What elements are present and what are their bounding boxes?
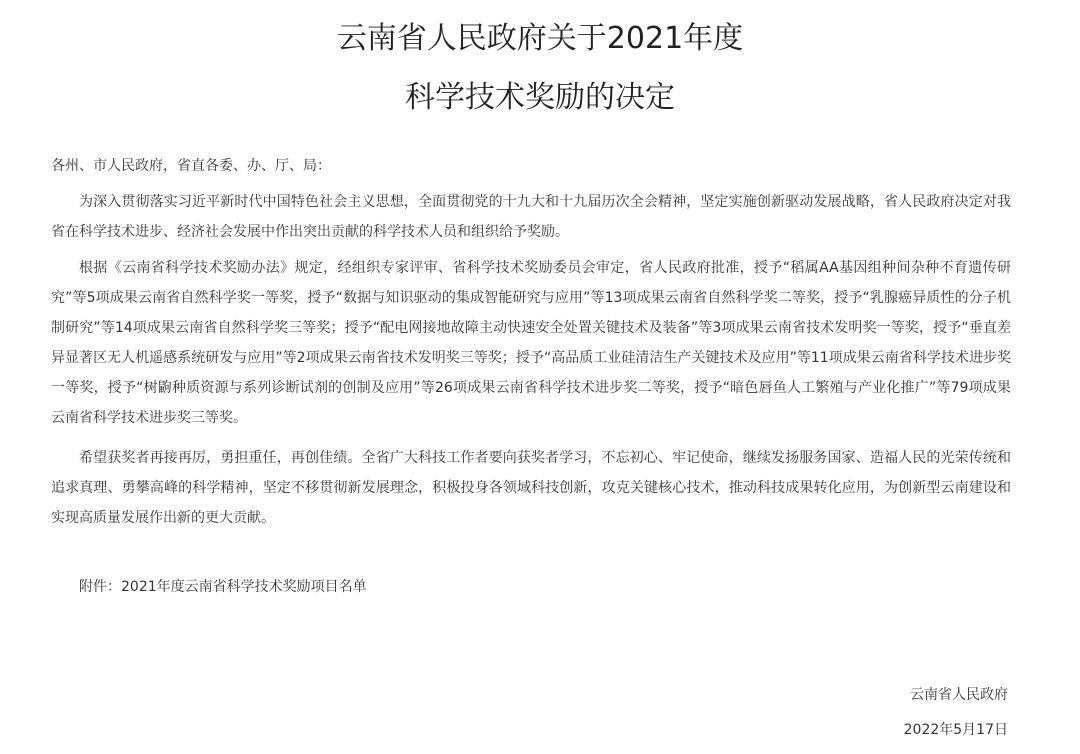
document-title-line-1: 云南省人民政府关于2021年度: [336, 21, 744, 56]
signature-date: 2022年5月17日: [903, 722, 1008, 738]
paragraph-awards: 根据《云南省科学技术奖励办法》规定，经组织专家评审、省科学技术奖励委员会审定，省人民政府批准，授予“稻属AA基因组种间杂种不育遗传研究”等5项成果云南省自然科学奖一等奖，授予“数据与知识驱动的集成智能研究与应用”等13项成果云南省自然科学奖二等奖，授予“乳腺癌异质性的分子机制研究”等14项成果云南省自然科学奖三等奖；授予“配电网接地故障主动快速安全处置关键技术及装备”等3项成果云南省技术发明奖一等奖，授予“垂直差异显著区无人机遥感系统研发与应用”等2项成果云南省技术发明奖三等奖；授予“高品质工业硅清洁生产关键技术及应用”等11项成果云南省科学技术进步奖一等奖，授予“树鼩种质资源与系列诊断试剂的创制及应用”等26项成果云南省科学技术进步奖二等奖，授予“暗色唇鱼人工繁殖与产业化推广”等79项成果云南省科学技术进步奖三等奖。: [51, 260, 1011, 426]
attachment-line: 附件：2021年度云南省科学技术奖励项目名单: [79, 579, 367, 595]
salutation: 各州、市人民政府，省直各委、办、厅、局：: [51, 158, 331, 174]
document-title-line-2: 科学技术奖励的决定: [405, 80, 675, 115]
paragraph-intro: 为深入贯彻落实习近平新时代中国特色社会主义思想，全面贯彻党的十九大和十九届历次全会精神，坚定实施创新驱动发展战略，省人民政府决定对我省在科学技术进步、经济社会发展中作出突出贡献的科学技术人员和组织给予奖励。: [51, 194, 1011, 240]
paragraph-closing: 希望获奖者再接再厉，勇担重任，再创佳绩。全省广大科技工作者要向获奖者学习，不忘初心、牢记使命，继续发扬服务国家、造福人民的光荣传统和追求真理、勇攀高峰的科学精神，坚定不移贯彻新发展理念，积极投身各领域科技创新，攻克关键核心技术，推动科技成果转化应用，为创新型云南建设和实现高质量发展作出新的更大贡献。: [51, 450, 1011, 526]
signature-organization: 云南省人民政府: [910, 687, 1008, 703]
